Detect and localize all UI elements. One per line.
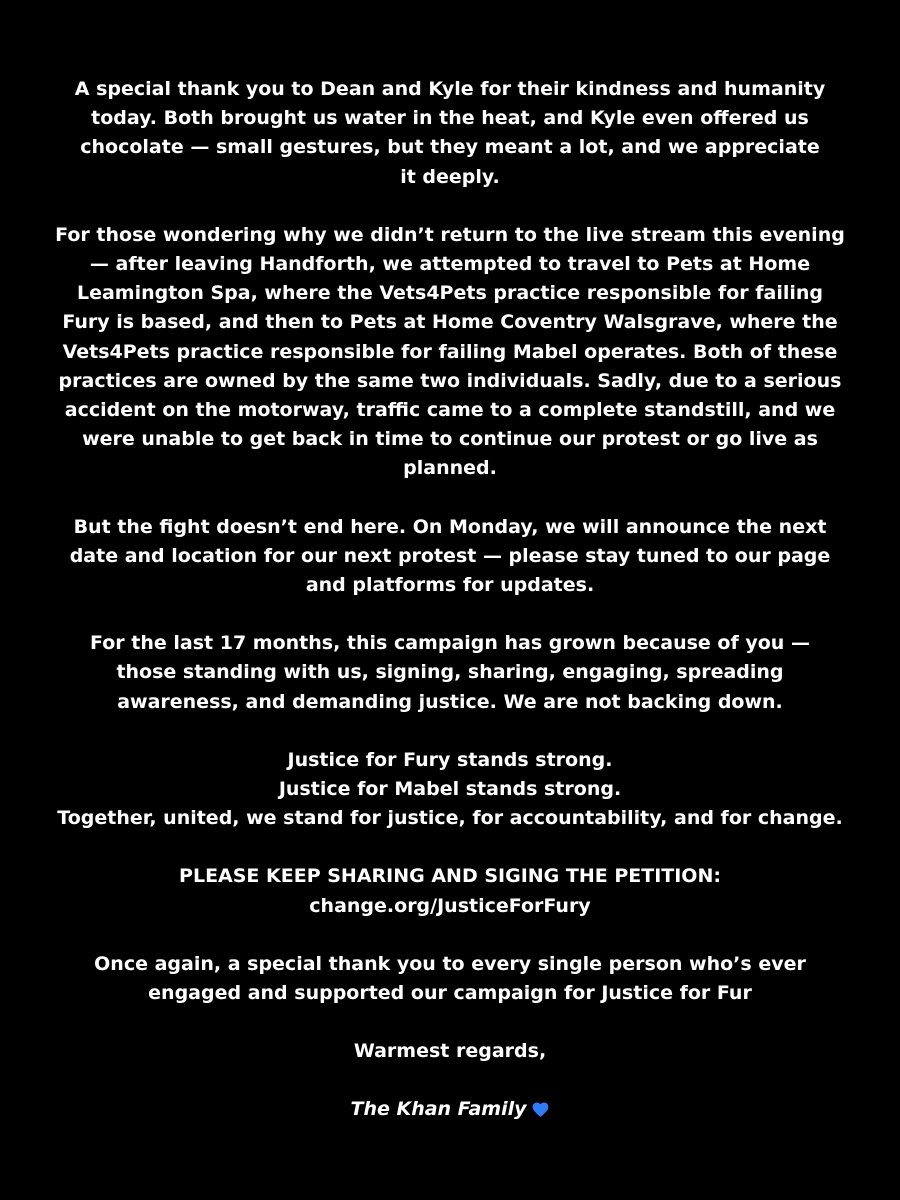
thank-you-paragraph: A special thank you to Dean and Kyle for their kindness and humanity today. Both brought us water in the heat, and Kyle even offered us chocolate — small gestures, but they meant a lot, and we appreciate it deeply. <box>74 78 826 188</box>
justice-line-mabel: Justice for Mabel stands strong. <box>278 778 622 801</box>
signature-line <box>50 1095 850 1127</box>
justice-statements <box>50 746 850 834</box>
petition-block <box>50 862 850 920</box>
signature: The Khan Family <box>350 1098 527 1121</box>
justice-line-fury: Justice for Fury stands strong. <box>287 748 613 771</box>
live-stream-paragraph: For those wondering why we didn’t return to the live stream this evening — after leaving Handforth, we attempted to travel to Pets at Home Leamington Spa, where the Vets4Pets practice responsible for failing Fury is based, and then to Pets at Home Coventry Walsgrave, where the Vets4Pets practice responsible for failing Mabel operates. Both of these practices are owned by the same two individuals. Sadly, due to a serious accident on the motorway, traffic came to a complete standstill, and we were unable to get back in time to continue our protest or go live as planned. <box>55 223 845 480</box>
heart-icon <box>531 1098 550 1127</box>
closing-salutation: Warmest regards, <box>353 1040 547 1063</box>
petition-call: PLEASE KEEP SHARING AND SIGING THE PETITION: <box>179 865 721 888</box>
justice-line-together: Together, united, we stand for justice, for accountability, and for change. <box>57 807 843 830</box>
campaign-paragraph: For the last 17 months, this campaign has grown because of you — those standing with us, signing, sharing, engaging, spreading awareness, and demanding justice. We are not backing down. <box>90 632 810 713</box>
next-protest-paragraph: But the fight doesn’t end here. On Monday, we will announce the next date and location for our next protest — please stay tuned to our page and platforms for updates. <box>69 515 831 597</box>
petition-link: change.org/JusticeForFury <box>309 894 591 917</box>
closing-thanks-paragraph: Once again, a special thank you to every single person who’s ever engaged and supported our campaign for Justice for Fur <box>94 952 806 1005</box>
